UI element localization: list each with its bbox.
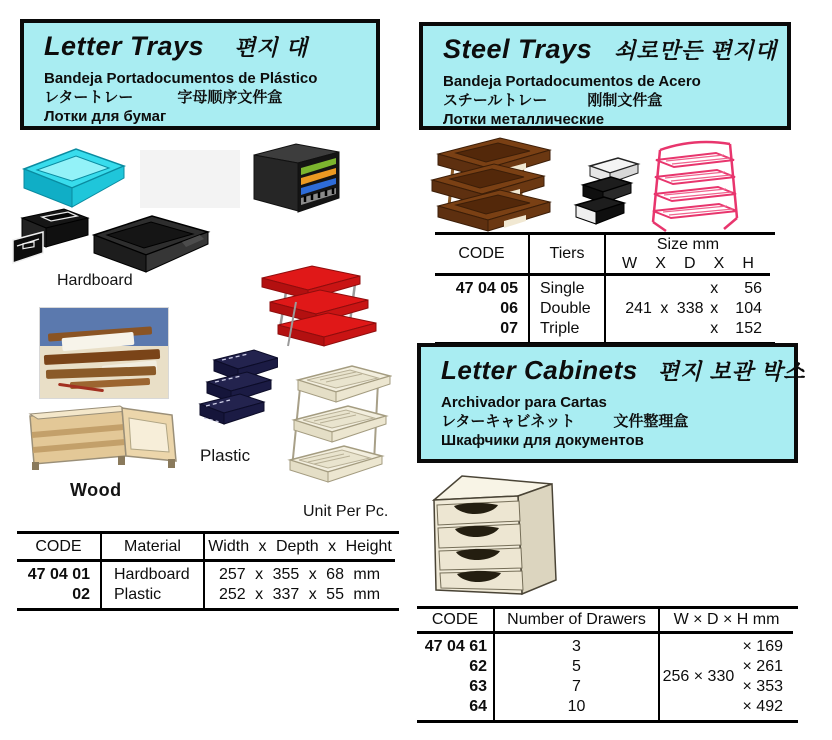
table-cell-material: Plastic [114,586,162,603]
red-stack-trays-image [258,262,380,350]
cabinet-table-header-size: W × D × H mm [660,609,793,634]
table-cell-wd [606,319,704,339]
table-cell-height: × 261 [742,658,783,675]
table-cell-size: 257 x 355 x 68 mm [219,566,381,583]
steel-trays-title-ko: 쇠로만든 편지대 [614,38,777,63]
pink-wire-tray-image [644,134,746,236]
letter-trays-title-ko: 편지 대 [234,35,308,60]
table-cell-height: 56 [744,280,762,297]
cabinet-table-header-code: CODE [417,609,493,634]
letter-trays-header-box [20,19,380,130]
size-axis-d: D [683,254,696,272]
table-cell-code: 47 04 61 [424,638,487,655]
letter-trays-subtitle-ru: Лотки для бумаг [44,108,167,125]
table-cell-code: 47 04 05 [455,280,518,297]
letter-cabinets-title-ko: 편지 보관 박스 [657,359,806,384]
hardboard-label: Hardboard [57,272,133,289]
plastic-label: Plastic [200,446,251,465]
table-cell-material: Hardboard [114,566,190,583]
table-cell-wd [606,279,704,299]
black-drawer-tray-image [10,206,92,270]
table-cell-drawers: 5 [572,658,581,675]
size-axis-x2: X [713,254,725,272]
table-cell-tiers: Triple [540,320,580,337]
table-cell-code: 02 [72,586,90,603]
navy-plastic-trays-image [194,348,278,440]
wood-organizer-photo [40,308,168,398]
table-cell-tiers: Single [540,280,585,297]
table-cell-code: 62 [469,658,487,675]
table-cell-height: × 492 [742,698,783,715]
letter-trays-table-header-code: CODE [17,534,100,562]
table-cell-code: 63 [469,678,487,695]
steel-mini-trays-image [568,150,642,234]
table-cell-code: 06 [500,300,518,317]
letter-cabinets-title [441,355,806,386]
letter-trays-table-header-size: Width x Depth x Height [205,534,395,562]
letter-cabinets-table [417,606,798,723]
table-cell-tiers: Double [540,300,591,317]
letter-cabinets-header-box [417,343,806,463]
steel-table-header-code: CODE [435,235,528,276]
beige-stack-trays-image [282,362,392,488]
letter-trays-table-header-material: Material [102,534,203,562]
wood-shelf-image [24,398,186,478]
letter-trays-title-en: Letter Trays [44,31,205,61]
unit-per-pc-label: Unit Per Pc. [303,503,389,520]
wood-steel-tray-image [424,136,564,234]
table-cell-height: 104 [735,300,762,317]
cyan-plastic-tray-image [18,143,130,213]
table-cell-height: 152 [735,320,762,337]
steel-table-header-size-title: Size mm [656,235,720,253]
letter-cabinets-subtitle-zh: 文件整理盒 [613,413,689,430]
table-cell-drawers: 10 [567,698,586,715]
wood-label: Wood [70,480,122,500]
steel-table-header-tiers: Tiers [530,235,604,276]
table-cell-code: 47 04 01 [27,566,90,583]
cabinet-table-header-drawers: Number of Drawers [495,609,658,634]
letter-trays-table [17,531,399,611]
table-cell-size: 252 x 337 x 55 mm [219,586,381,603]
x-separator: x [710,320,719,337]
table-cell-height: × 169 [742,638,783,655]
x-separator: x [710,280,719,297]
table-cell-shared-size: 256 × 330 [662,668,735,685]
table-cell-code: 07 [500,320,518,337]
black-organizer-image [246,141,346,215]
steel-trays-subtitle-ru: Лотки металлические [443,111,605,128]
letter-cabinets-subtitle-ru: Шкафчики для документов [441,432,644,449]
steel-trays-table [435,232,775,345]
table-cell-drawers: 7 [572,678,581,695]
letter-cabinet-image [420,468,564,600]
steel-trays-subtitle-zh: 刚制文件盒 [587,92,663,109]
steel-trays-header-box [419,22,791,130]
letter-trays-subtitle-es: Bandeja Portadocumentos de Plástico [44,70,318,87]
letter-cabinets-subtitle-es: Archivador para Cartas [441,394,607,411]
steel-trays-title [443,34,777,65]
size-axis-w: W [622,254,638,272]
size-axis-x1: X [655,254,666,272]
faded-tray-image [140,150,240,208]
black-tray-image [86,211,216,275]
table-cell-drawers: 3 [572,638,581,655]
letter-trays-subtitle-ja: レタートレー [44,89,134,106]
letter-trays-subtitle-zh: 字母顺序文件盒 [177,89,283,106]
steel-trays-subtitle-ja: スチールトレー [443,92,548,109]
letter-cabinets-subtitle-ja: レターキャビネット [441,413,576,430]
table-cell-height: × 353 [742,678,783,695]
x-separator: x [710,300,719,317]
size-axis-h: H [742,254,754,272]
letter-cabinets-title-en: Letter Cabinets [441,355,638,385]
steel-trays-subtitle-es: Bandeja Portadocumentos de Acero [443,73,701,90]
table-cell-wd: 241 x 338 [625,300,704,317]
steel-trays-title-en: Steel Trays [443,34,593,64]
letter-trays-title [44,31,366,62]
table-cell-code: 64 [469,698,487,715]
